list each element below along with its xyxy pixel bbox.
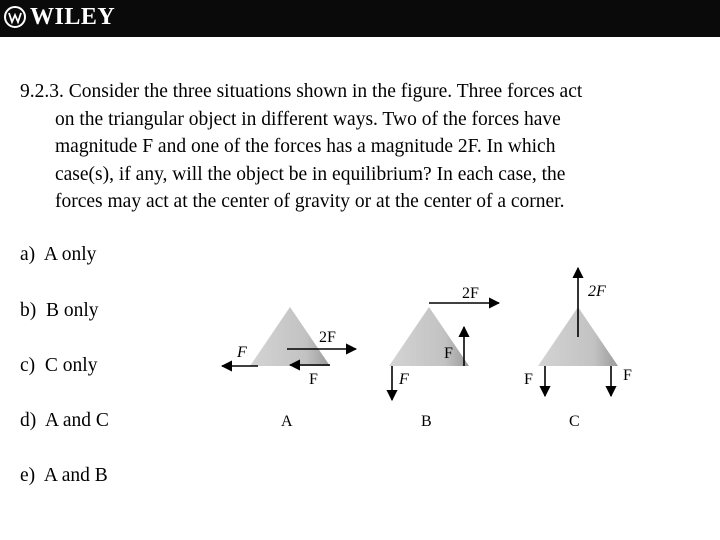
option-text: A only	[43, 244, 97, 265]
option-text: A and B	[43, 465, 108, 486]
force-label-c-left: F	[524, 371, 533, 388]
case-label-a: A	[281, 413, 293, 430]
option-letter: b)	[20, 300, 37, 321]
force-label-a-left: F	[237, 344, 247, 361]
option-text: C only	[44, 355, 98, 376]
case-b-diagram	[389, 285, 499, 430]
triangle-a	[250, 307, 330, 366]
option-text: B only	[46, 300, 99, 321]
wiley-logo-text: WILEY	[30, 3, 116, 30]
option-letter: a)	[20, 244, 36, 265]
option-letter: d)	[20, 410, 37, 431]
option-letter: e)	[20, 465, 36, 486]
case-c-diagram	[524, 268, 632, 430]
question-line: magnitude F and one of the forces has a magnitude 2F. In which	[55, 136, 556, 157]
question-line: forces may act at the center of gravity or at the center of a corner.	[55, 191, 565, 212]
question-line: 9.2.3. Consider the three situations shown in the figure. Three forces act	[20, 81, 583, 102]
force-label-a-f: F	[309, 371, 318, 388]
option-letter: c)	[20, 355, 36, 376]
case-label-c: C	[569, 413, 580, 430]
triangle-b	[389, 307, 469, 366]
force-label-a-2f: 2F	[319, 329, 336, 346]
question-line: on the triangular object in different ways. Two of the forces have	[55, 108, 561, 130]
force-label-b-2f: 2F	[462, 285, 479, 302]
option-text: A and C	[44, 410, 109, 431]
case-a-diagram	[222, 307, 356, 430]
force-label-c-top: 2F	[588, 283, 606, 300]
question-line: case(s), if any, will the object be in equilibrium? In each case, the	[55, 163, 566, 185]
force-label-b-f: F	[444, 345, 453, 362]
force-label-b-down: F	[399, 371, 409, 388]
case-label-b: B	[421, 413, 432, 430]
force-label-c-right: F	[623, 367, 632, 384]
